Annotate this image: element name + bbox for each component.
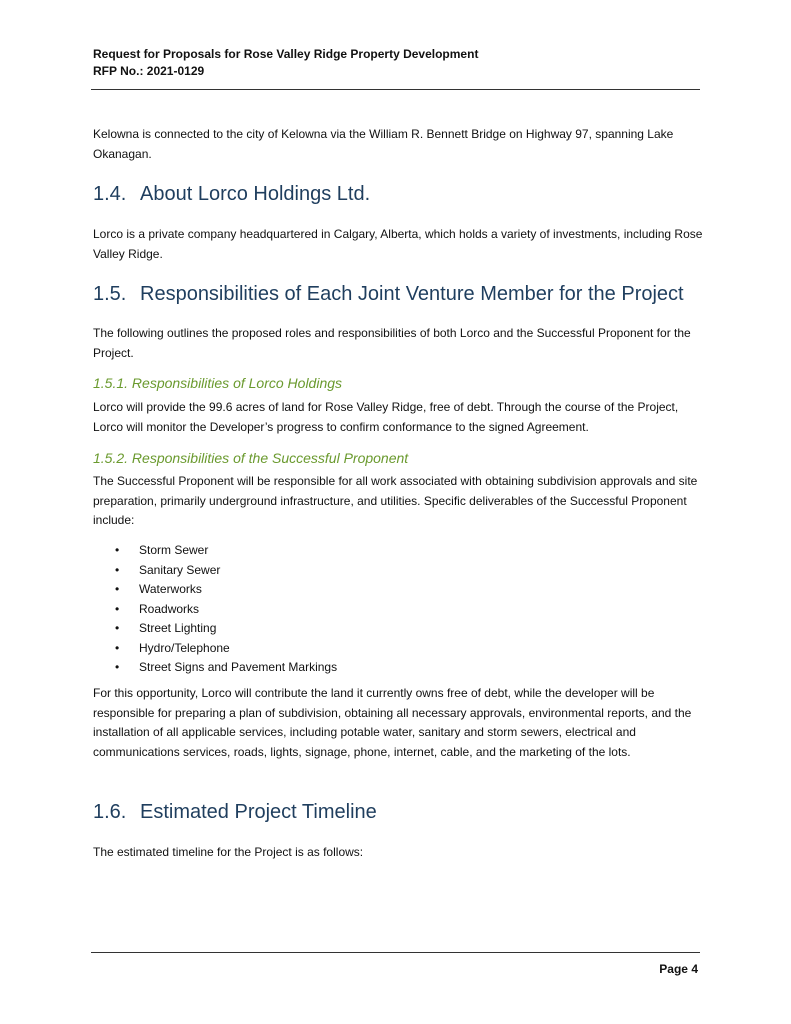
subsection-1-5-1-body: Lorco will provide the 99.6 acres of land for Rose Valley Ridge, free of debt. Through the course of the Project, Lorco will monitor the Developer’s progress to confirm conformance to the signed Agreement. [93, 400, 679, 434]
section-1-4-heading [93, 183, 370, 206]
list-item: • Hydro/Telephone [93, 639, 493, 659]
bullet-icon: • [115, 660, 120, 674]
header-divider [91, 89, 700, 90]
section-1-4-number: 1.4. [93, 183, 127, 205]
section-1-4-body: Lorco is a private company headquartered in Calgary, Alberta, which holds a variety of investments, including Rose Valley Ridge. [93, 227, 703, 261]
list-item: • Waterworks [93, 580, 493, 600]
section-1-5-body: The following outlines the proposed roles and responsibilities of both Lorco and the Successful Proponent for the Project. [93, 326, 691, 360]
bullet-icon: • [115, 621, 120, 635]
list-item: • Street Lighting [93, 619, 493, 639]
section-1-6-heading [93, 801, 377, 824]
footer-divider [91, 952, 700, 953]
bullet-icon: • [115, 582, 120, 596]
section-1-6-title: Estimated Project Timeline [140, 801, 377, 823]
header-rfp-number: RFP No.: 2021-0129 [93, 64, 205, 78]
bullet-icon: • [115, 640, 120, 655]
header-title: Request for Proposals for Rose Valley Ridge Property Development [93, 47, 479, 61]
intro-paragraph: Kelowna is connected to the city of Kelowna via the William R. Bennett Bridge on Highway 97, spanning Lake Okanagan. [93, 127, 674, 161]
deliverables-list [93, 541, 493, 678]
page-number: Page 4 [659, 962, 698, 976]
list-item: • Storm Sewer [93, 541, 493, 561]
bullet-icon: • [115, 601, 120, 616]
list-item: • Roadworks [93, 600, 493, 620]
list-item: • Street Signs and Pavement Markings [93, 658, 493, 678]
section-1-6-body: The estimated timeline for the Project is as follows: [93, 845, 364, 859]
subsection-1-5-2-heading: 1.5.2. Responsibilities of the Successful Proponent [93, 450, 409, 466]
section-1-5-heading [93, 283, 684, 306]
subsection-1-5-2-body: The Successful Proponent will be responsible for all work associated with obtaining subdivision approvals and site preparation, primarily underground infrastructure, and utilities. Specific deliverables of the Successful Proponent include: [93, 474, 698, 527]
section-1-4-title: About Lorco Holdings Ltd. [140, 183, 371, 205]
page-header [93, 46, 699, 80]
bullet-icon: • [115, 543, 120, 557]
section-1-6-number: 1.6. [93, 801, 127, 823]
list-item: • Sanitary Sewer [93, 561, 493, 581]
bullet-icon: • [115, 562, 120, 577]
section-1-5-title: Responsibilities of Each Joint Venture Member for the Project [140, 283, 684, 305]
subsection-1-5-1-heading: 1.5.1. Responsibilities of Lorco Holdings [93, 375, 343, 391]
section-1-5-number: 1.5. [93, 283, 127, 305]
subsection-1-5-2-closing: For this opportunity, Lorco will contribute the land it currently owns free of debt, while the developer will be responsible for preparing a plan of subdivision, obtaining all necessary approvals, environmental reports, and the installation of all applicable services, including potable water, sanitary and storm sewers, electrical and communications services, roads, lights, signage, phone, internet, cable, and the marketing of the lots. [93, 686, 692, 759]
